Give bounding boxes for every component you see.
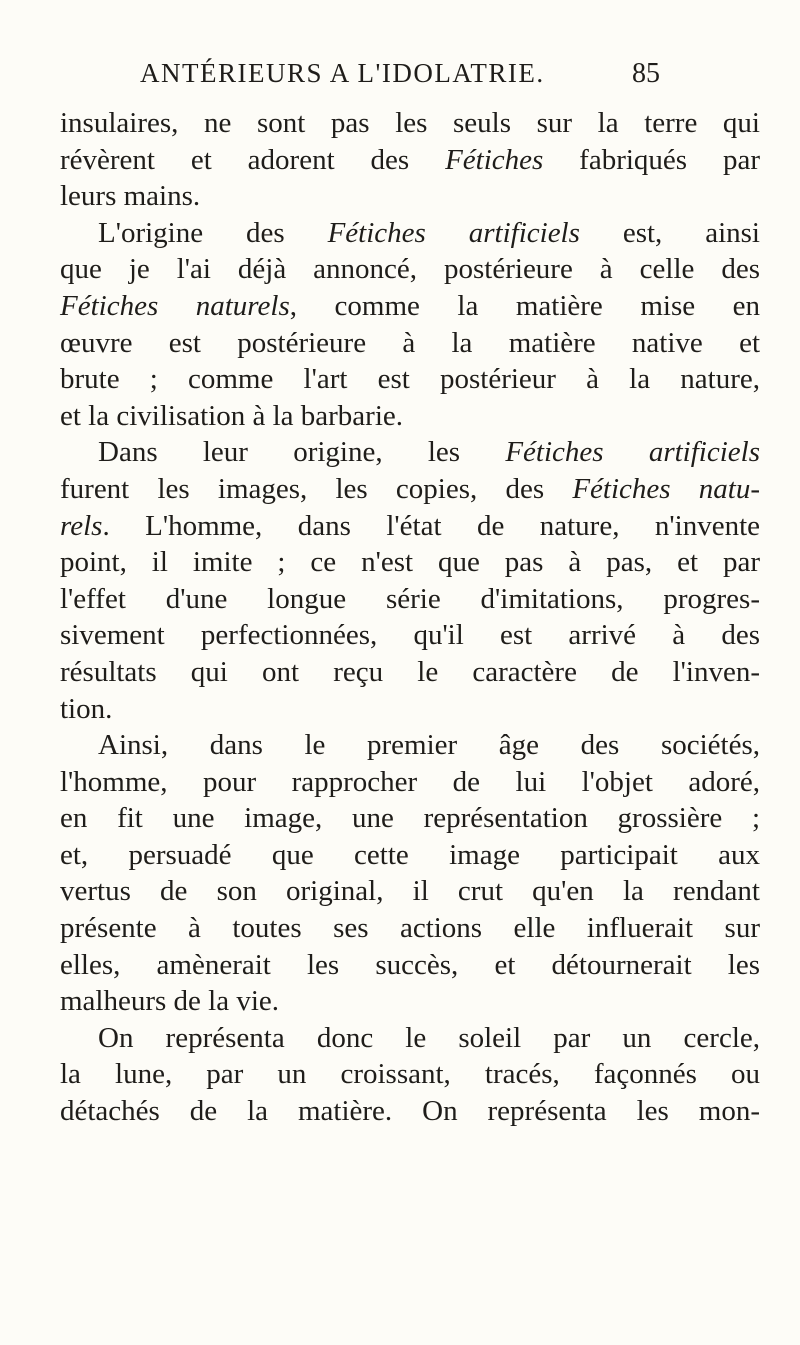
running-head-title: ANTÉRIEURS A L'IDOLATRIE. [140, 58, 545, 88]
paragraph [60, 727, 760, 1020]
text-line [60, 873, 760, 910]
body-text [60, 105, 760, 1130]
text-run: l'effet d'une longue série d'imitations, progres- [60, 582, 760, 615]
text-line [60, 617, 760, 654]
text-line [60, 1056, 760, 1093]
text-run: Dans leur origine, les [98, 436, 506, 469]
italic-run: rels [60, 509, 103, 542]
text-line [60, 1093, 760, 1130]
text-line [60, 800, 760, 837]
text-line [60, 691, 760, 728]
text-run: L'origine des [98, 216, 328, 249]
text-run: , comme la matière mise en [289, 289, 761, 322]
text-line [60, 434, 760, 471]
paragraph [60, 105, 760, 215]
paragraph [60, 1020, 760, 1130]
text-run: insulaires, ne sont pas les seuls sur la terre qui [60, 107, 760, 139]
text-line [60, 215, 760, 252]
italic-run: Fétiches artificiels [505, 436, 760, 469]
text-run: fabriqués par [543, 143, 760, 176]
text-line [60, 837, 760, 874]
text-line [60, 105, 760, 142]
text-run: résultats qui ont reçu le caractère de l'inven- [60, 655, 760, 688]
text-line [60, 581, 760, 618]
text-run: présente à toutes ses actions elle influerait sur [60, 912, 760, 945]
text-line [60, 1020, 760, 1057]
paragraph [60, 434, 760, 727]
text-line [60, 471, 760, 508]
text-run: révèrent et adorent des [60, 143, 446, 176]
text-run: vertus de son original, il crut qu'en la rendant [60, 875, 760, 908]
text-line [60, 764, 760, 801]
text-line [60, 910, 760, 947]
running-head [140, 58, 660, 98]
text-line [60, 654, 760, 691]
text-run: Ainsi, dans le premier âge des sociétés, [98, 729, 760, 762]
text-run: et la civilisation à la barbarie. [60, 399, 404, 432]
text-run: tion. [60, 692, 113, 725]
text-run: . L'homme, dans l'état de nature, n'invente [102, 509, 760, 542]
italic-run: Fétiches natu- [572, 472, 760, 505]
text-run: l'homme, pour rapprocher de lui l'objet adoré, [60, 765, 760, 798]
text-line [60, 288, 760, 325]
text-run: On représenta donc le soleil par un cercle, [98, 1021, 760, 1054]
text-run: elles, amènerait les succès, et détournerait les [60, 948, 760, 981]
text-run: détachés de la matière. On représenta les mon- [60, 1095, 760, 1128]
text-line [60, 361, 760, 398]
text-run: œuvre est postérieure à la matière native et [60, 326, 760, 359]
text-line [60, 178, 760, 215]
text-run: que je l'ai déjà annoncé, postérieure à celle des [60, 253, 760, 286]
text-run: et, persuadé que cette image participait aux [60, 838, 760, 871]
text-run: sivement perfectionnées, qu'il est arrivé à des [60, 619, 760, 652]
text-run: est, ainsi [579, 216, 760, 249]
text-line [60, 544, 760, 581]
text-line [60, 142, 760, 179]
text-line [60, 983, 760, 1020]
text-line [60, 398, 760, 435]
text-run: malheurs de la vie. [60, 985, 280, 1018]
text-line [60, 508, 760, 545]
italic-run: Fétiches naturels [60, 289, 290, 322]
text-run: en fit une image, une représentation grossière ; [60, 802, 760, 835]
italic-run: Fétiches artificiels [327, 216, 580, 249]
text-run: furent les images, les copies, des [60, 472, 573, 505]
text-run: brute ; comme l'art est postérieur à la nature, [60, 363, 760, 396]
text-run: la lune, par un croissant, tracés, façonnés ou [60, 1058, 760, 1091]
italic-run: Fétiches [445, 143, 544, 176]
text-line [60, 947, 760, 984]
text-run: leurs mains. [60, 180, 201, 213]
text-line [60, 325, 760, 362]
text-line [60, 727, 760, 764]
paragraph [60, 215, 760, 435]
page-number: 85 [632, 58, 660, 89]
text-run: point, il imite ; ce n'est que pas à pas, et par [60, 546, 760, 579]
text-line [60, 251, 760, 288]
